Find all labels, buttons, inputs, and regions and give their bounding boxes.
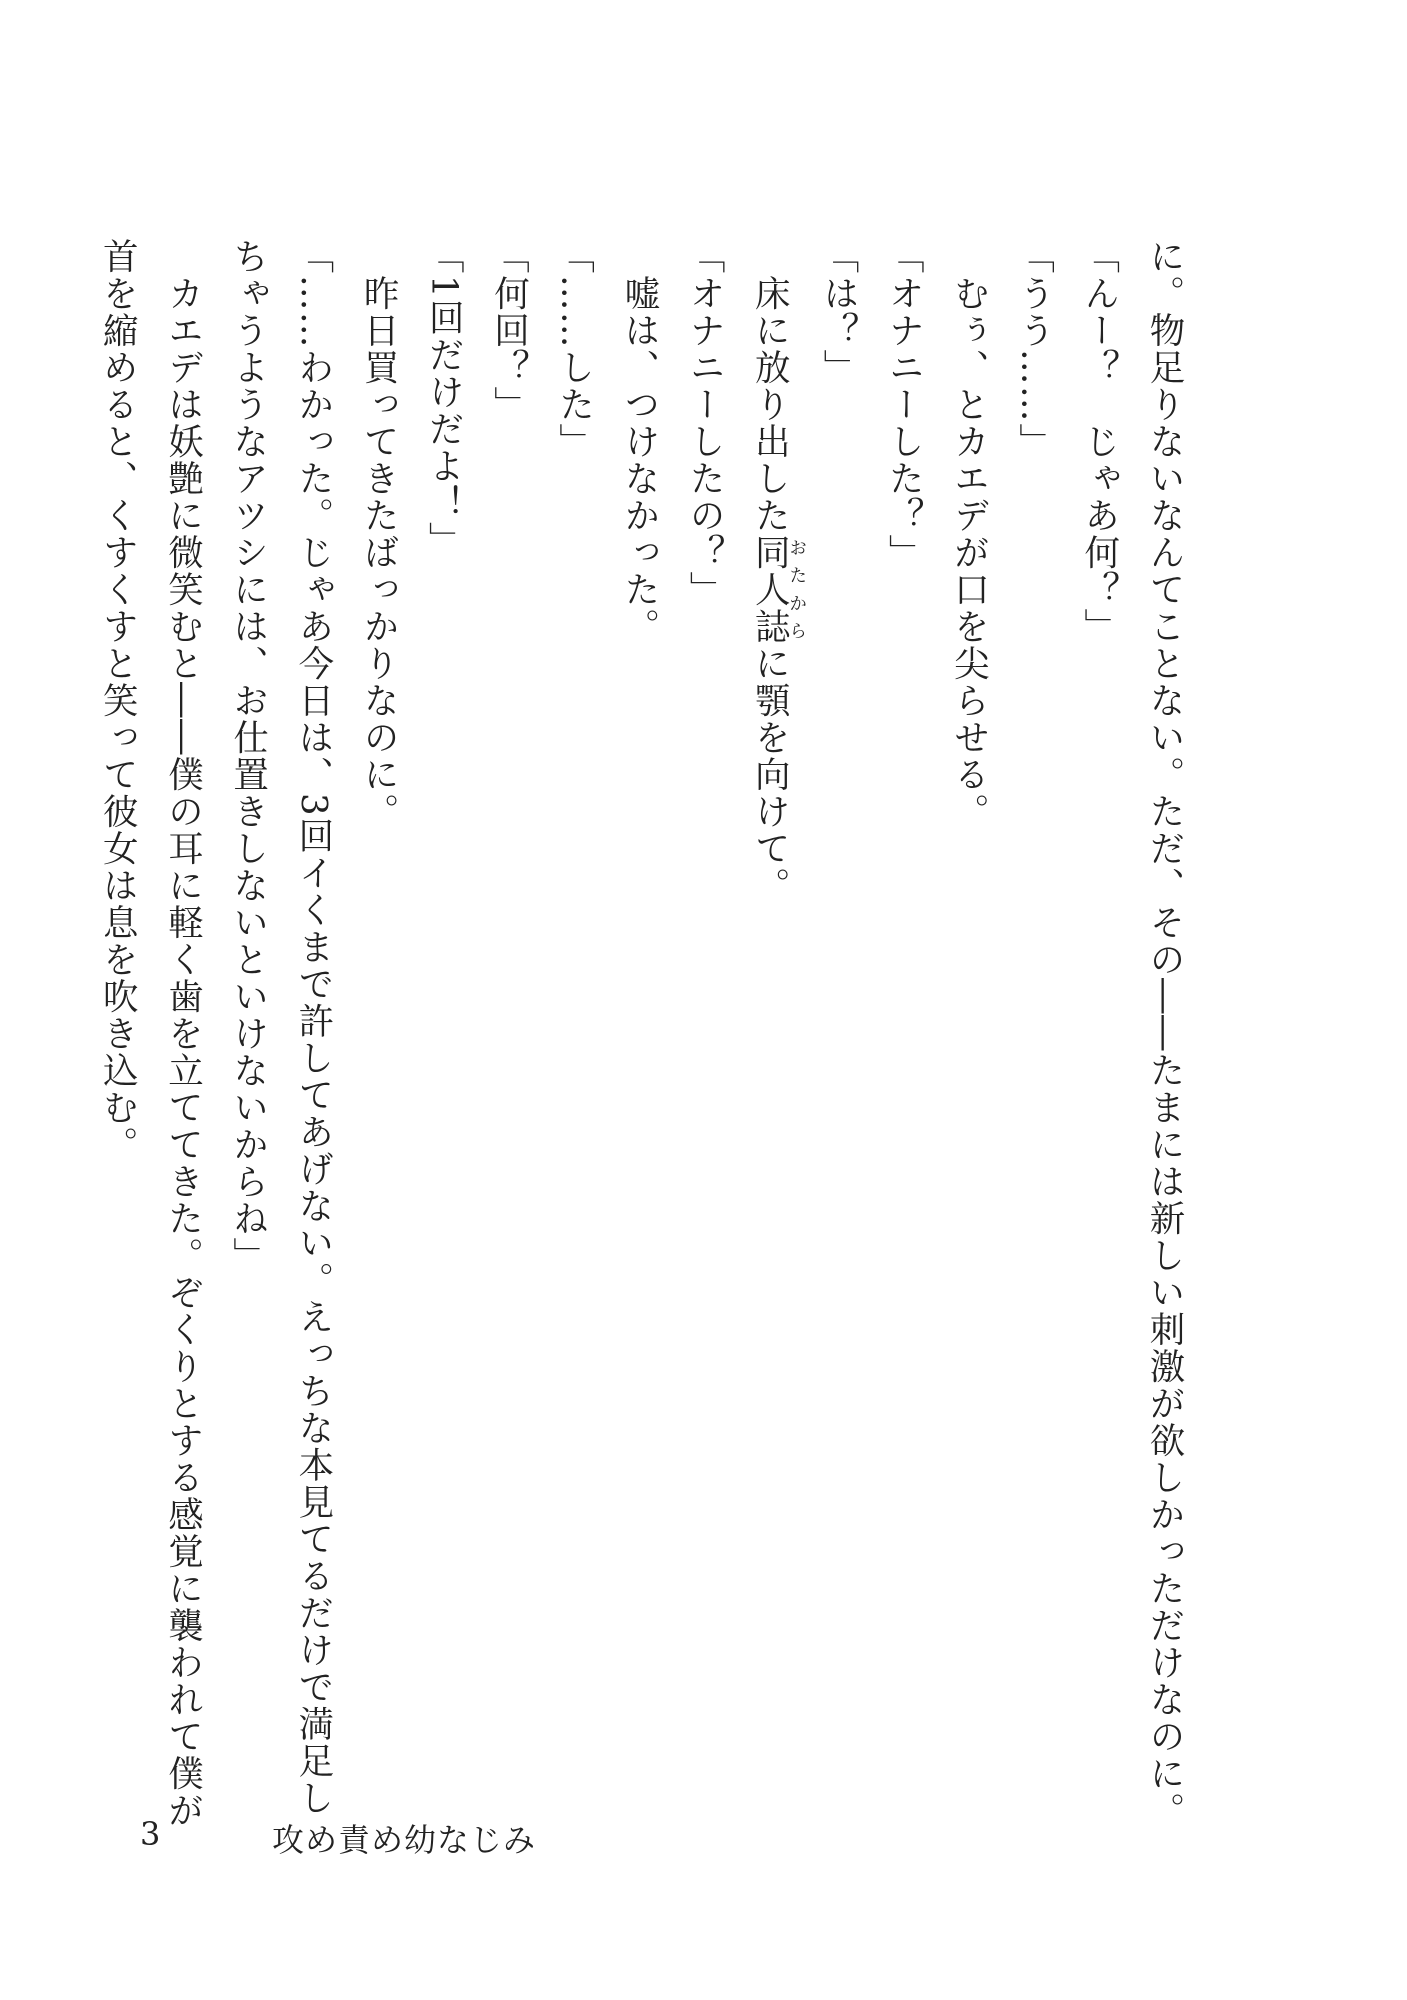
text-line: 「何回？」 (488, 238, 530, 423)
text-line: 首を縮めると、くすくすと笑って彼女は息を吹き込む。 (97, 238, 139, 1163)
text-line: ちゃうようなアツシには、お仕置きしないといけないからね」 (227, 238, 269, 1274)
ruby-base: 同人誌 (749, 534, 791, 645)
text-line: むぅ、とカエデが口を尖らせる。 (948, 238, 990, 830)
text-line: 「1回だけだよ！」 (423, 238, 465, 559)
text-segment: 床に放り出した (749, 238, 791, 534)
vertical-text-body (85, 238, 1197, 1829)
text-line: 「……わかった。じゃあ今日は、3回イくまで許してあげない。えっちな本見てるだけで満足し (292, 238, 334, 1817)
text-line: に。物足りないなんてことない。ただ、その――たまには新しい刺激が欲しかっただけなのに。 (1144, 238, 1185, 1829)
text-line-with-ruby (737, 238, 806, 1798)
text-line: 昨日買ってきたばっかりなのに。 (358, 238, 400, 830)
page-number: 3 (140, 1815, 161, 1853)
text-line: 「……した」 (553, 238, 595, 460)
text-line: 「んー？ じゃあ何？」 (1078, 238, 1120, 645)
book-title: 攻め責め幼なじみ (272, 1821, 537, 1859)
text-line: 「オナニーしたの？」 (684, 238, 726, 608)
text-line: カエデは妖艶に微笑むと――僕の耳に軽く歯を立ててきた。ぞくりとする感覚に襲われて僕が (162, 238, 204, 1829)
text-line: 「オナニーした？」 (883, 238, 925, 571)
text-line: 「うう……」 (1013, 238, 1055, 460)
text-line: 嘘は、つけなかった。 (618, 238, 660, 645)
ruby-annotation (749, 534, 807, 645)
text-segment: に顎を向けて。 (749, 645, 791, 904)
ruby-reading: おたから (786, 534, 807, 645)
text-line: 「は？」 (817, 238, 859, 386)
